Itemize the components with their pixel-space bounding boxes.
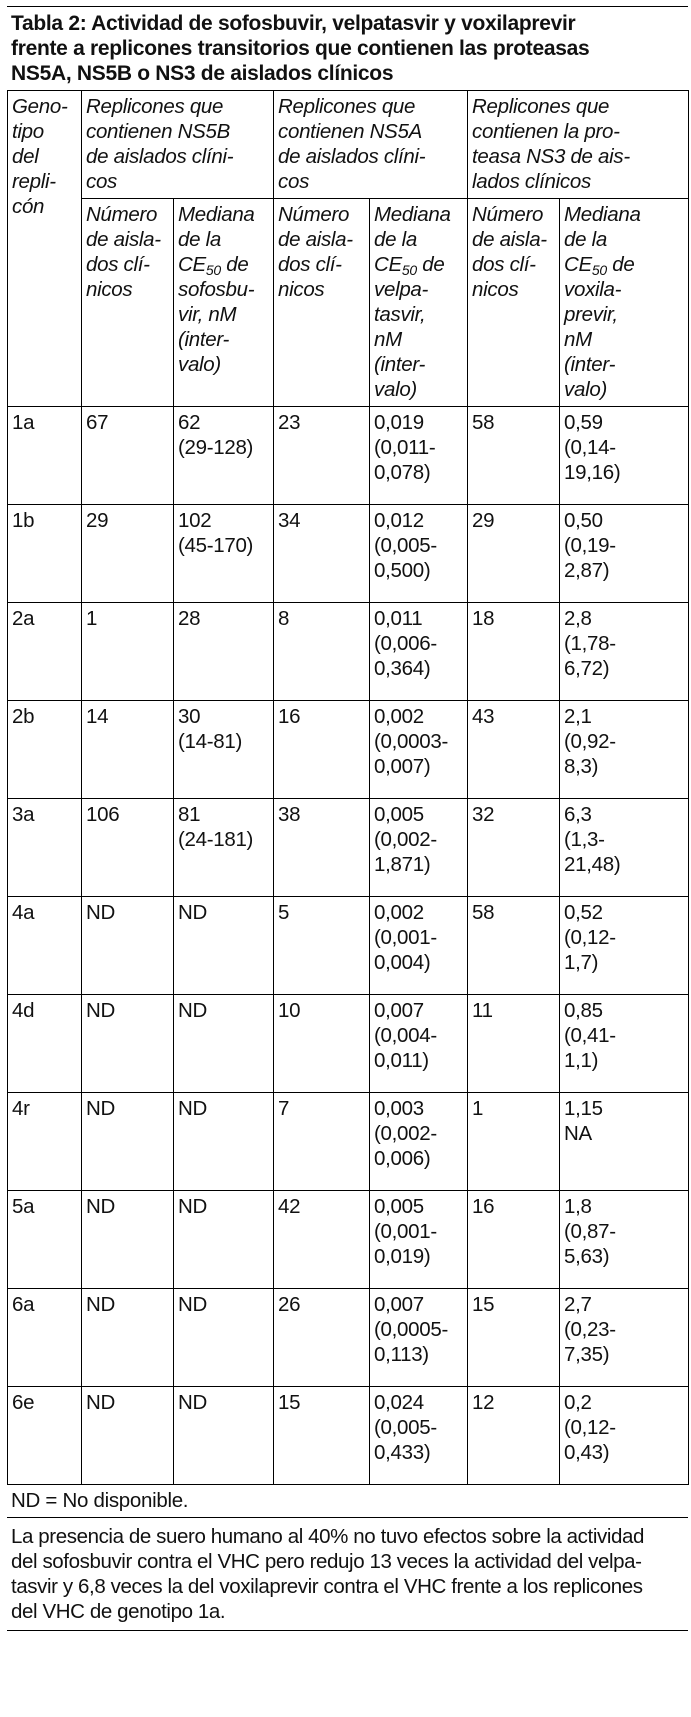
cell-ns5b-count: 1	[82, 603, 174, 701]
header-ns5a-count: Número de aisla- dos clí- nicos	[274, 199, 370, 407]
table-row	[8, 1387, 689, 1485]
table-body	[8, 407, 689, 1485]
cell-sofosbuvir-ec50: 81 (24-181)	[174, 799, 274, 897]
cell-velpatasvir-ec50: 0,002 (0,0003- 0,007)	[370, 701, 468, 799]
cell-ns3-count: 12	[468, 1387, 560, 1485]
document-page	[0, 6, 691, 1717]
cell-ns3-count: 1	[468, 1093, 560, 1191]
cell-ns3-count: 18	[468, 603, 560, 701]
footer-note	[7, 1518, 688, 1631]
footer-line: del sofosbuvir contra el VHC pero redujo 13 veces la actividad del velpa-	[11, 1550, 642, 1573]
cell-voxilaprevir-ec50: 0,2 (0,12- 0,43)	[560, 1387, 689, 1485]
cell-sofosbuvir-ec50: ND	[174, 1387, 274, 1485]
cell-ns5a-count: 38	[274, 799, 370, 897]
table-row	[8, 603, 689, 701]
cell-genotype: 3a	[8, 799, 82, 897]
table-title	[7, 6, 688, 90]
cell-ns3-count: 58	[468, 407, 560, 505]
cell-ns5a-count: 34	[274, 505, 370, 603]
table-row	[8, 1093, 689, 1191]
cell-genotype: 4d	[8, 995, 82, 1093]
cell-voxilaprevir-ec50: 6,3 (1,3- 21,48)	[560, 799, 689, 897]
cell-velpatasvir-ec50: 0,002 (0,001- 0,004)	[370, 897, 468, 995]
cell-sofosbuvir-ec50: ND	[174, 1093, 274, 1191]
cell-velpatasvir-ec50: 0,005 (0,001- 0,019)	[370, 1191, 468, 1289]
cell-ns5a-count: 8	[274, 603, 370, 701]
cell-ns3-count: 43	[468, 701, 560, 799]
cell-ns5b-count: ND	[82, 1387, 174, 1485]
cell-ns5a-count: 16	[274, 701, 370, 799]
cell-velpatasvir-ec50: 0,012 (0,005- 0,500)	[370, 505, 468, 603]
cell-sofosbuvir-ec50: 28	[174, 603, 274, 701]
cell-genotype: 6a	[8, 1289, 82, 1387]
cell-ns5a-count: 5	[274, 897, 370, 995]
cell-voxilaprevir-ec50: 2,8 (1,78- 6,72)	[560, 603, 689, 701]
cell-sofosbuvir-ec50: ND	[174, 995, 274, 1093]
cell-velpatasvir-ec50: 0,024 (0,005- 0,433)	[370, 1387, 468, 1485]
cell-sofosbuvir-ec50: 62 (29-128)	[174, 407, 274, 505]
cell-ns5b-count: 14	[82, 701, 174, 799]
cell-genotype: 4a	[8, 897, 82, 995]
cell-ns5b-count: ND	[82, 1289, 174, 1387]
table-row	[8, 897, 689, 995]
cell-genotype: 1a	[8, 407, 82, 505]
cell-velpatasvir-ec50: 0,019 (0,011- 0,078)	[370, 407, 468, 505]
cell-sofosbuvir-ec50: ND	[174, 1289, 274, 1387]
cell-genotype: 2a	[8, 603, 82, 701]
activity-table	[7, 90, 689, 1485]
table-row	[8, 1289, 689, 1387]
cell-ns3-count: 16	[468, 1191, 560, 1289]
header-ns3-count: Número de aisla- dos clí- nicos	[468, 199, 560, 407]
title-line: Tabla 2: Actividad de sofosbuvir, velpatasvir y voxilaprevir	[11, 12, 576, 35]
table-row	[8, 1191, 689, 1289]
cell-ns3-count: 58	[468, 897, 560, 995]
cell-velpatasvir-ec50: 0,005 (0,002- 1,871)	[370, 799, 468, 897]
cell-voxilaprevir-ec50: 0,52 (0,12- 1,7)	[560, 897, 689, 995]
footer-line: del VHC de genotipo 1a.	[11, 1600, 226, 1623]
header-genotype: Geno- tipo del repli- cón	[8, 91, 82, 407]
header-group-ns3: Replicones que contienen la pro- teasa NS3 de ais- lados clínicos	[468, 91, 689, 199]
cell-genotype: 4r	[8, 1093, 82, 1191]
cell-sofosbuvir-ec50: 30 (14-81)	[174, 701, 274, 799]
cell-sofosbuvir-ec50: ND	[174, 897, 274, 995]
cell-ns5b-count: ND	[82, 897, 174, 995]
footer-line: tasvir y 6,8 veces la del voxilaprevir contra el VHC frente a los replicones	[11, 1575, 643, 1598]
title-line: NS5A, NS5B o NS3 de aislados clínicos	[11, 62, 394, 85]
table-row	[8, 701, 689, 799]
cell-ns5a-count: 7	[274, 1093, 370, 1191]
cell-velpatasvir-ec50: 0,003 (0,002- 0,006)	[370, 1093, 468, 1191]
cell-voxilaprevir-ec50: 0,50 (0,19- 2,87)	[560, 505, 689, 603]
header-ns5b-count: Número de aisla- dos clí- nicos	[82, 199, 174, 407]
header-velpatasvir-ec50: Mediana de la $CE_{50}$ de velpa- tasvir, nM (inter- valo)	[370, 199, 468, 407]
cell-ns3-count: 29	[468, 505, 560, 603]
cell-voxilaprevir-ec50: 2,1 (0,92- 8,3)	[560, 701, 689, 799]
cell-voxilaprevir-ec50: 1,15 NA	[560, 1093, 689, 1191]
cell-genotype: 1b	[8, 505, 82, 603]
cell-ns3-count: 32	[468, 799, 560, 897]
cell-ns5a-count: 23	[274, 407, 370, 505]
cell-velpatasvir-ec50: 0,007 (0,004- 0,011)	[370, 995, 468, 1093]
cell-sofosbuvir-ec50: ND	[174, 1191, 274, 1289]
header-voxilaprevir-ec50: Mediana de la $CE_{50}$ de voxila- previr, nM (inter- valo)	[560, 199, 689, 407]
cell-voxilaprevir-ec50: 0,85 (0,41- 1,1)	[560, 995, 689, 1093]
cell-ns5a-count: 15	[274, 1387, 370, 1485]
cell-ns5b-count: 106	[82, 799, 174, 897]
header-sofosbuvir-ec50: Mediana de la $CE_{50}$ de sofosbu- vir, nM (inter- valo)	[174, 199, 274, 407]
cell-velpatasvir-ec50: 0,011 (0,006- 0,364)	[370, 603, 468, 701]
cell-genotype: 2b	[8, 701, 82, 799]
cell-ns5b-count: ND	[82, 995, 174, 1093]
footer-line: La presencia de suero humano al 40% no tuvo efectos sobre la actividad	[11, 1525, 644, 1548]
cell-velpatasvir-ec50: 0,007 (0,0005- 0,113)	[370, 1289, 468, 1387]
cell-ns3-count: 15	[468, 1289, 560, 1387]
title-line: frente a replicones transitorios que contienen las proteasas	[11, 37, 590, 60]
cell-ns5a-count: 10	[274, 995, 370, 1093]
cell-ns3-count: 11	[468, 995, 560, 1093]
cell-genotype: 6e	[8, 1387, 82, 1485]
footnote-nd: ND = No disponible.	[7, 1485, 688, 1518]
cell-sofosbuvir-ec50: 102 (45-170)	[174, 505, 274, 603]
cell-ns5b-count: 67	[82, 407, 174, 505]
cell-ns5a-count: 26	[274, 1289, 370, 1387]
cell-voxilaprevir-ec50: 2,7 (0,23- 7,35)	[560, 1289, 689, 1387]
cell-ns5a-count: 42	[274, 1191, 370, 1289]
cell-ns5b-count: 29	[82, 505, 174, 603]
cell-genotype: 5a	[8, 1191, 82, 1289]
header-group-ns5b: Replicones que contienen NS5B de aislados clíni- cos	[82, 91, 274, 199]
cell-ns5b-count: ND	[82, 1093, 174, 1191]
cell-ns5b-count: ND	[82, 1191, 174, 1289]
header-group-ns5a: Replicones que contienen NS5A de aislados clíni- cos	[274, 91, 468, 199]
cell-voxilaprevir-ec50: 0,59 (0,14- 19,16)	[560, 407, 689, 505]
cell-voxilaprevir-ec50: 1,8 (0,87- 5,63)	[560, 1191, 689, 1289]
table-row	[8, 505, 689, 603]
table-row	[8, 799, 689, 897]
table-row	[8, 995, 689, 1093]
table-row	[8, 407, 689, 505]
